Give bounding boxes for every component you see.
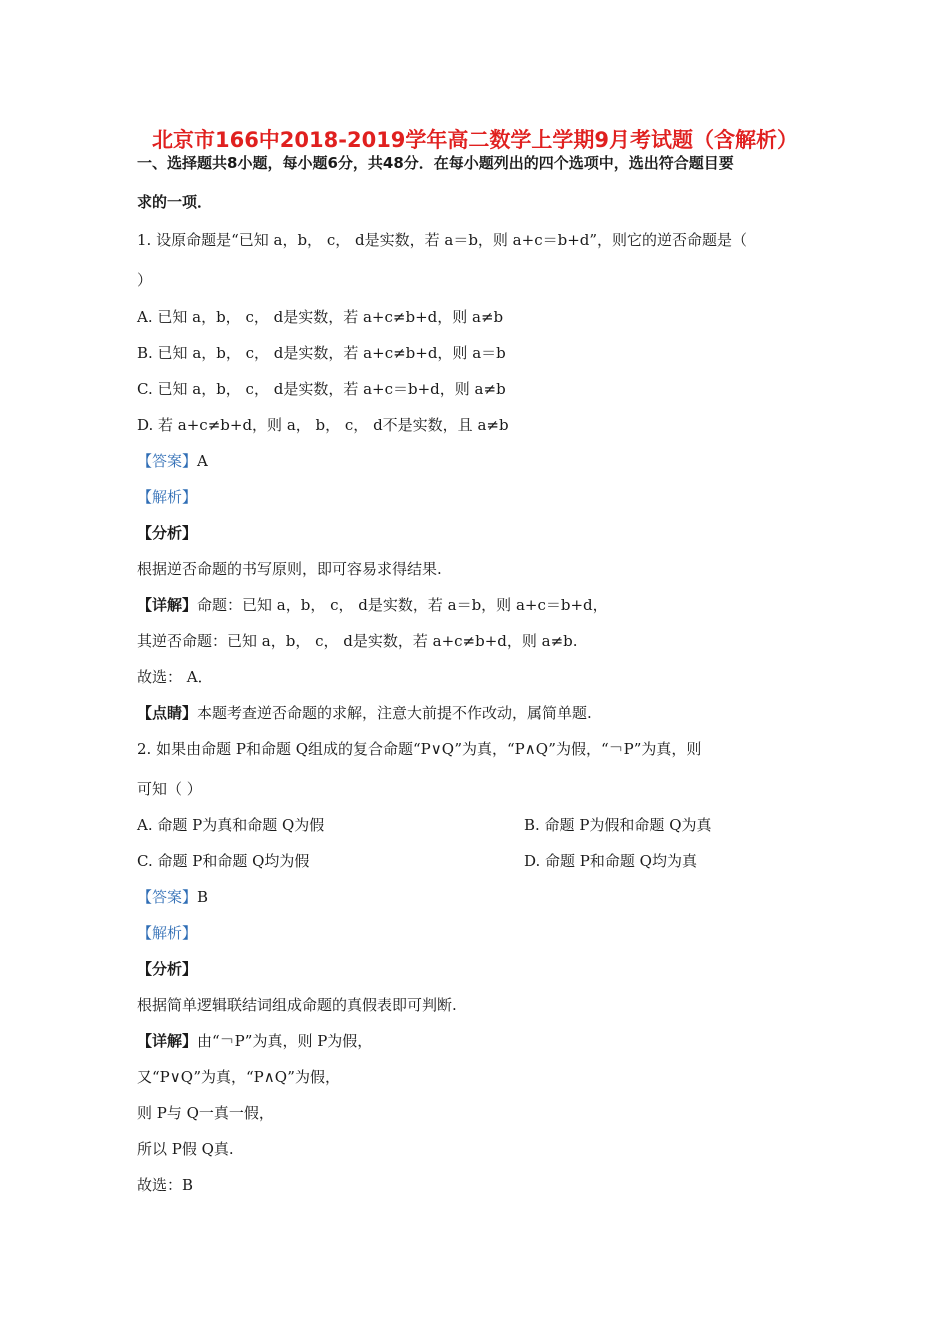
q2-detail-line1 xyxy=(137,1031,372,1051)
q1-option-d: D. 若 a+c≠b+d，则 a， b， c， d不是实数，且 a≠b xyxy=(137,416,509,434)
q2-option-a: A. 命题 P为真和命题 Q为假 xyxy=(137,816,325,834)
q1-fenxi-tag: 【分析】 xyxy=(137,524,198,542)
q1-answer-tag: 【答案】 xyxy=(137,452,198,470)
q1-stem-line1: 1. 设原命题是“已知 a，b， c， d是实数，若 a＝b，则 a+c＝b+d”，则它的逆否命题是（ xyxy=(137,231,748,249)
q2-option-b: B. 命题 P为假和命题 Q为真 xyxy=(524,816,712,834)
q1-choose: 故选： A． xyxy=(137,668,213,686)
q2-stem-line1: 2. 如果由命题 P和命题 Q组成的复合命题“P∨Q”为真，“P∧Q”为假，“￢P”为真，则 xyxy=(137,740,702,758)
q1-detail-text1: 命题：已知 a，b， c， d是实数，若 a＝b，则 a+c＝b+d， xyxy=(197,596,608,614)
q1-fenxi-text: 根据逆否命题的书写原则，即可容易求得结果. xyxy=(137,560,442,578)
q2-detail-line4: 所以 P假 Q真. xyxy=(137,1140,234,1158)
q1-stem-line2: ） xyxy=(137,271,153,289)
section-heading-line2: 求的一项． xyxy=(137,193,213,211)
q2-answer-tag: 【答案】 xyxy=(137,888,198,906)
q1-answer-value: A xyxy=(197,452,208,470)
q2-analysis-tag: 【解析】 xyxy=(137,924,198,942)
q2-fenxi-tag: 【分析】 xyxy=(137,960,198,978)
q2-fenxi-text: 根据简单逻辑联结词组成命题的真假表即可判断. xyxy=(137,996,457,1014)
q1-answer xyxy=(137,451,208,471)
q2-answer-value: B xyxy=(197,888,209,906)
q2-option-c: C. 命题 P和命题 Q均为假 xyxy=(137,852,310,870)
q1-option-b: B. 已知 a，b， c， d是实数，若 a+c≠b+d，则 a＝b xyxy=(137,344,506,362)
q2-detail-line3: 则 P与 Q一真一假， xyxy=(137,1104,274,1122)
document-title: 北京市166中2018-2019学年高二数学上学期9月考试题（含解析） xyxy=(151,128,799,152)
q2-detail-text1: 由“￢P”为真，则 P为假， xyxy=(197,1032,373,1050)
q1-comment-tag: 【点睛】 xyxy=(137,704,198,722)
q1-detail-line2: 其逆否命题：已知 a，b， c， d是实数，若 a+c≠b+d，则 a≠b. xyxy=(137,632,578,650)
q1-option-a: A. 已知 a，b， c， d是实数，若 a+c≠b+d，则 a≠b xyxy=(137,308,504,326)
q1-comment xyxy=(137,703,592,723)
q2-choose: 故选：B xyxy=(137,1176,194,1194)
q1-option-c: C. 已知 a，b， c， d是实数，若 a+c＝b+d，则 a≠b xyxy=(137,380,506,398)
q1-analysis-tag: 【解析】 xyxy=(137,488,198,506)
q2-stem-line2: 可知（ ） xyxy=(137,780,202,798)
section-heading-line1: 一、选择题共8小题，每小题6分，共48分．在每小题列出的四个选项中，选出符合题目要 xyxy=(137,154,734,172)
q2-answer xyxy=(137,887,208,907)
q1-detail-line1 xyxy=(137,595,608,615)
q2-detail-tag: 【详解】 xyxy=(137,1032,198,1050)
q1-detail-tag: 【详解】 xyxy=(137,596,198,614)
q2-option-d: D. 命题 P和命题 Q均为真 xyxy=(524,852,697,870)
q2-detail-line2: 又“P∨Q”为真，“P∧Q”为假， xyxy=(137,1068,340,1086)
q1-comment-text: 本题考查逆否命题的求解，注意大前提不作改动，属简单题. xyxy=(197,704,592,722)
